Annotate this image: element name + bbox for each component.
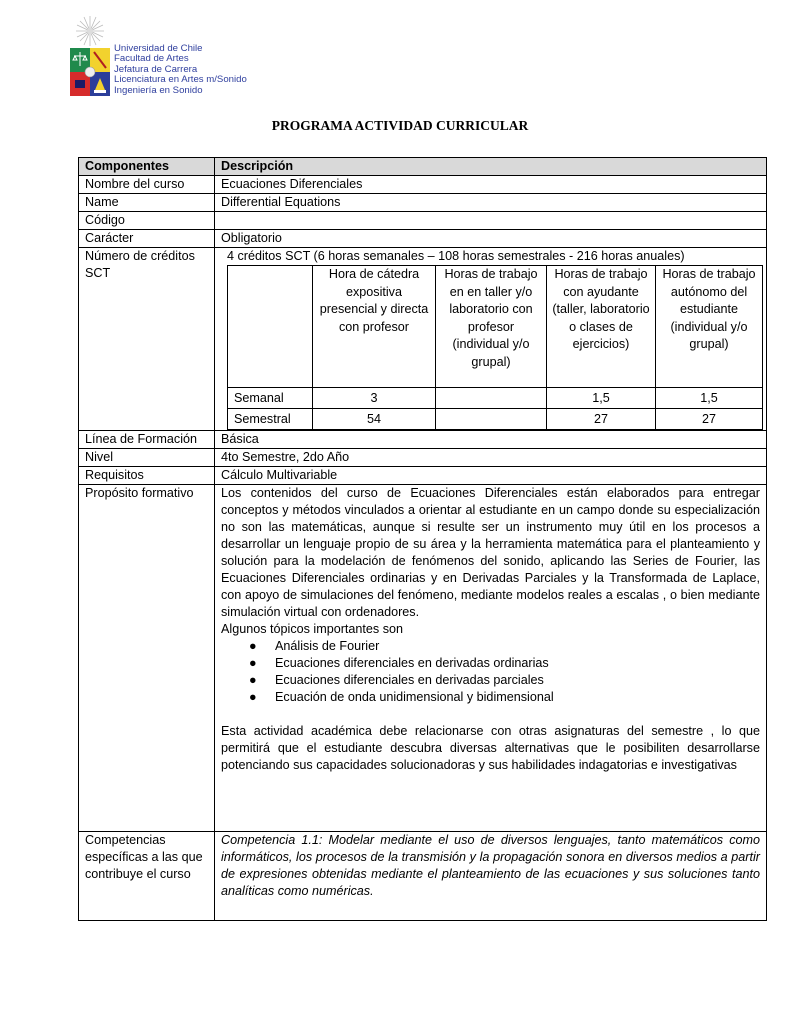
list-item [249,638,760,655]
hours-cell: 54 [313,409,436,430]
hours-row-semanal [228,388,763,409]
university-logo [68,14,268,100]
row-label-codigo: Código [79,212,215,230]
logo-text [114,44,247,96]
spacer [221,706,760,723]
hours-cell [436,388,547,409]
hours-row-label: Semanal [228,388,313,409]
hours-row-label: Semestral [228,409,313,430]
row-label-caracter: Carácter [79,230,215,248]
list-item [249,655,760,672]
table-row [79,449,767,467]
row-value-nombre: Ecuaciones Diferenciales [215,176,767,194]
hours-row-semestral [228,409,763,430]
row-label-nombre: Nombre del curso [79,176,215,194]
table-row [79,832,767,921]
hours-header-autonomo: Horas de trabajo autónomo del estudiante (individual y/o grupal) [656,266,763,388]
row-value-caracter: Obligatorio [215,230,767,248]
row-label-name: Name [79,194,215,212]
row-label-nivel: Nivel [79,449,215,467]
logo-line-department: Jefatura de Carrera [114,63,198,75]
row-label-proposito: Propósito formativo [79,485,215,832]
creditos-summary: 4 créditos SCT (6 horas semanales – 108 horas semestrales - 216 horas anuales) [227,249,685,263]
table-row [79,230,767,248]
list-item [249,689,760,706]
hours-cell: 1,5 [656,388,763,409]
row-label-linea: Línea de Formación [79,431,215,449]
proposito-paragraph-2: Esta actividad académica debe relacionarse con otras asignaturas del semestre , lo que permitirá que el estudiante descubra diversas alternativas que le posibiliten desarrollarse potenciando sus capacidades solucionadoras y sus habilidades indagatorias e investigativas [221,724,760,772]
header-componentes: Componentes [79,158,215,176]
curriculum-table [78,157,767,921]
hours-cell: 3 [313,388,436,409]
row-value-nivel: 4to Semestre, 2do Año [215,449,767,467]
bullet-icon: ● [249,673,257,687]
hours-table [227,265,763,430]
table-row [79,194,767,212]
logo-line-program: Licenciatura en Artes m/Sonido [114,74,247,86]
topics-intro: Algunos tópicos importantes son [221,622,404,636]
topic-text: Análisis de Fourier [275,639,380,653]
hours-header-catedra: Hora de cátedra expositiva presencial y directa con profesor [313,266,436,388]
row-value-proposito [215,485,767,832]
hours-header-row [228,266,763,388]
row-label-creditos: Número de créditos SCT [79,248,215,431]
table-row [79,431,767,449]
row-value-requisitos: Cálculo Multivariable [215,467,767,485]
header-descripcion: Descripción [215,158,767,176]
bullet-icon: ● [249,690,257,704]
hours-cell: 1,5 [547,388,656,409]
table-row [79,176,767,194]
document-title: PROGRAMA ACTIVIDAD CURRICULAR [271,118,529,133]
hours-header-ayudante: Horas de trabajo con ayudante (taller, laboratorio o clases de ejercicios) [547,266,656,388]
logo-line-faculty: Facultad de Artes [114,53,189,65]
row-label-requisitos: Requisitos [79,467,215,485]
topic-text: Ecuación de onda unidimensional y bidimensional [275,690,554,704]
topic-text: Ecuaciones diferenciales en derivadas ordinarias [275,656,549,670]
hours-header-taller: Horas de trabajo en en taller y/o laboratorio con profesor (individual y/o grupal) [436,266,547,388]
bullet-icon: ● [249,656,257,670]
table-row [79,212,767,230]
logo-line-engineering: Ingeniería en Sonido [114,84,203,96]
row-value-name: Differential Equations [215,194,767,212]
table-header-row [79,158,767,176]
row-value-creditos [215,248,767,431]
row-value-linea: Básica [215,431,767,449]
row-value-codigo [215,212,767,230]
topic-text: Ecuaciones diferenciales en derivadas parciales [275,673,544,687]
topics-list [221,638,760,706]
logo-line-university: Universidad de Chile [114,43,203,54]
university-crest-icon [68,14,112,98]
hours-header-empty [228,266,313,388]
table-row [79,485,767,832]
table-row [79,248,767,431]
row-label-competencias: Competencias específicas a las que contribuye el curso [79,832,215,921]
hours-cell: 27 [547,409,656,430]
table-row [79,467,767,485]
proposito-paragraph-1: Los contenidos del curso de Ecuaciones Diferenciales están elaborados para entregar conceptos y métodos vinculados a orientar al estudiante en un campo donde su especialización no son las matemáticas, aunque si resulte ser un instrumento muy útil en los procesos a desarrollar un lenguaje propio de su área y la herramienta matemática para el planteamiento y solución para la modelación de fenómenos del sonido, aplicando las Series de Fourier, las Ecuaciones Diferenciales ordinarias y en Derivadas Parciales y la Transformada de Laplace, con apoyo de simulaciones del fenómeno, mediante modelos reales a escalas , o bien mediante simulación virtual con ordenadores. [221,486,760,619]
bullet-icon: ● [249,639,257,653]
row-value-competencias: Competencia 1.1: Modelar mediante el uso de diversos lenguajes, tanto matemáticos como informáticos, los procesos de la transmisión y la propagación sonora en diversos medios a partir de expresiones obtenidas mediante el planteamiento de las ecuaciones y sus soluciones tanto analíticas como numéricas. [215,832,767,921]
list-item [249,672,760,689]
hours-cell: 27 [656,409,763,430]
hours-cell [436,409,547,430]
